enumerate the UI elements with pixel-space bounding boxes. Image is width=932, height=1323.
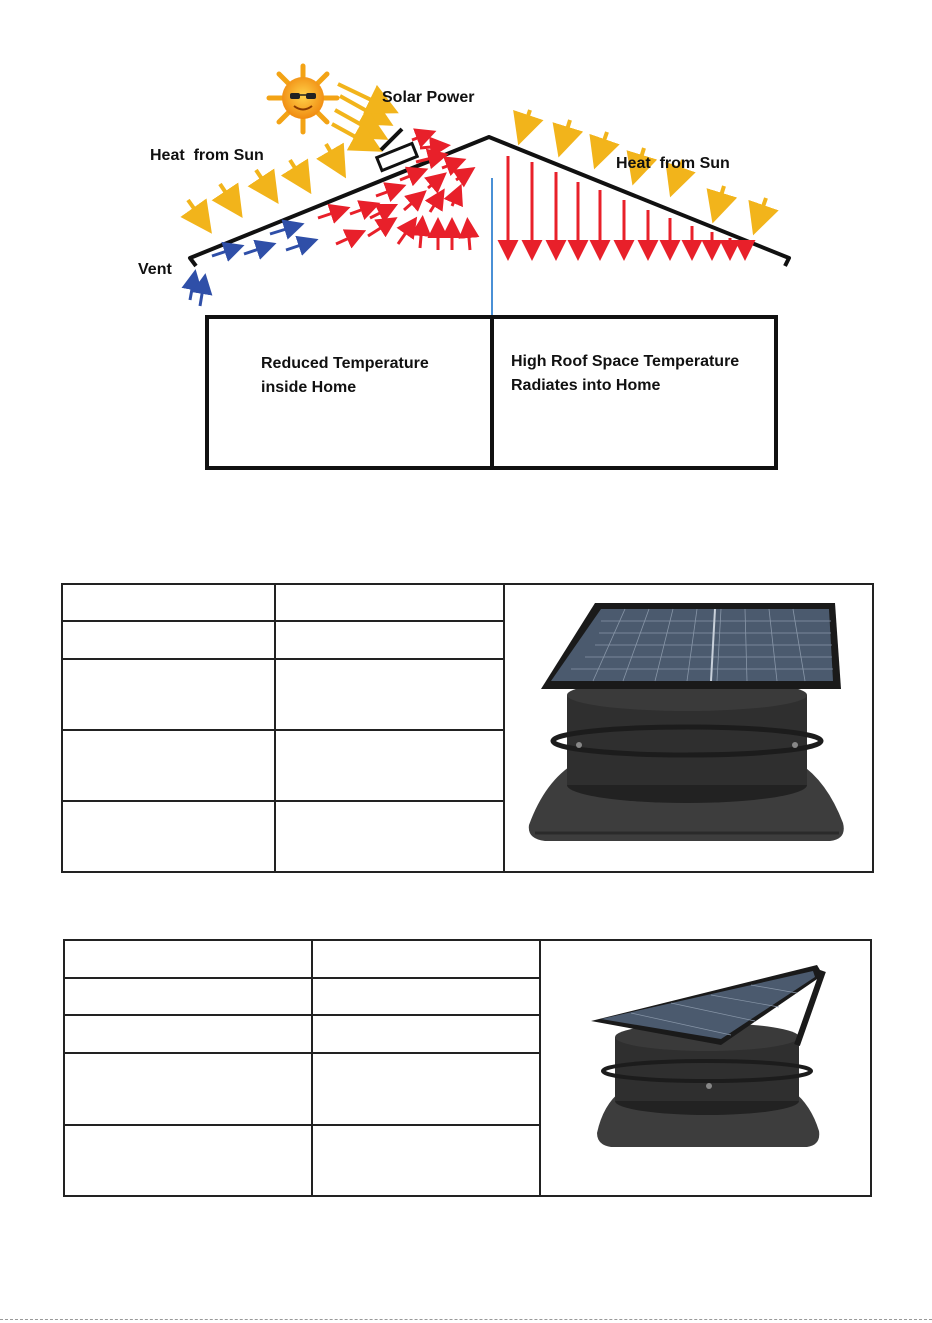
tilted-solar-fan-image bbox=[541, 941, 868, 1191]
table-cell bbox=[275, 584, 504, 621]
table-cell bbox=[62, 659, 275, 730]
table-cell bbox=[312, 1053, 540, 1125]
spec-table-tilted-fan bbox=[63, 939, 872, 1197]
table-cell bbox=[64, 1053, 312, 1125]
sun-ray-arrows bbox=[332, 84, 388, 146]
table-cell bbox=[62, 621, 275, 658]
table-cell bbox=[312, 1015, 540, 1053]
table-cell bbox=[64, 1125, 312, 1196]
page-bottom-rule bbox=[0, 1319, 932, 1320]
table-cell bbox=[312, 1125, 540, 1196]
roof-fan-icon bbox=[377, 129, 417, 171]
table-cell bbox=[275, 730, 504, 801]
right-box-line2: Radiates into Home bbox=[511, 377, 661, 394]
table-cell bbox=[275, 621, 504, 658]
table-cell bbox=[275, 659, 504, 730]
table-cell bbox=[62, 801, 275, 872]
product-image-cell bbox=[540, 940, 871, 1196]
solar-power-label: Solar Power bbox=[382, 89, 475, 106]
left-box-line1: Reduced Temperature bbox=[261, 355, 429, 372]
left-box-line2: inside Home bbox=[261, 379, 357, 396]
heat-from-sun-left-label: Heat from Sun bbox=[150, 147, 264, 164]
table-cell bbox=[64, 940, 312, 978]
table-cell bbox=[312, 978, 540, 1016]
cool-air-arrows bbox=[190, 226, 310, 306]
table-cell bbox=[64, 1015, 312, 1053]
vent-label: Vent bbox=[138, 261, 172, 278]
table-cell bbox=[275, 801, 504, 872]
heat-from-sun-right-label: Heat from Sun bbox=[616, 155, 730, 172]
table-cell bbox=[312, 940, 540, 978]
table-cell bbox=[64, 978, 312, 1016]
sun-icon bbox=[269, 66, 337, 132]
right-box-line1: High Roof Space Temperature bbox=[511, 353, 740, 370]
flat-solar-fan-image bbox=[505, 585, 870, 867]
attic-ventilation-diagram bbox=[0, 0, 932, 500]
spec-table-flat-fan bbox=[61, 583, 874, 873]
table-cell bbox=[62, 730, 275, 801]
product-image-cell bbox=[504, 584, 873, 872]
table-cell bbox=[62, 584, 275, 621]
